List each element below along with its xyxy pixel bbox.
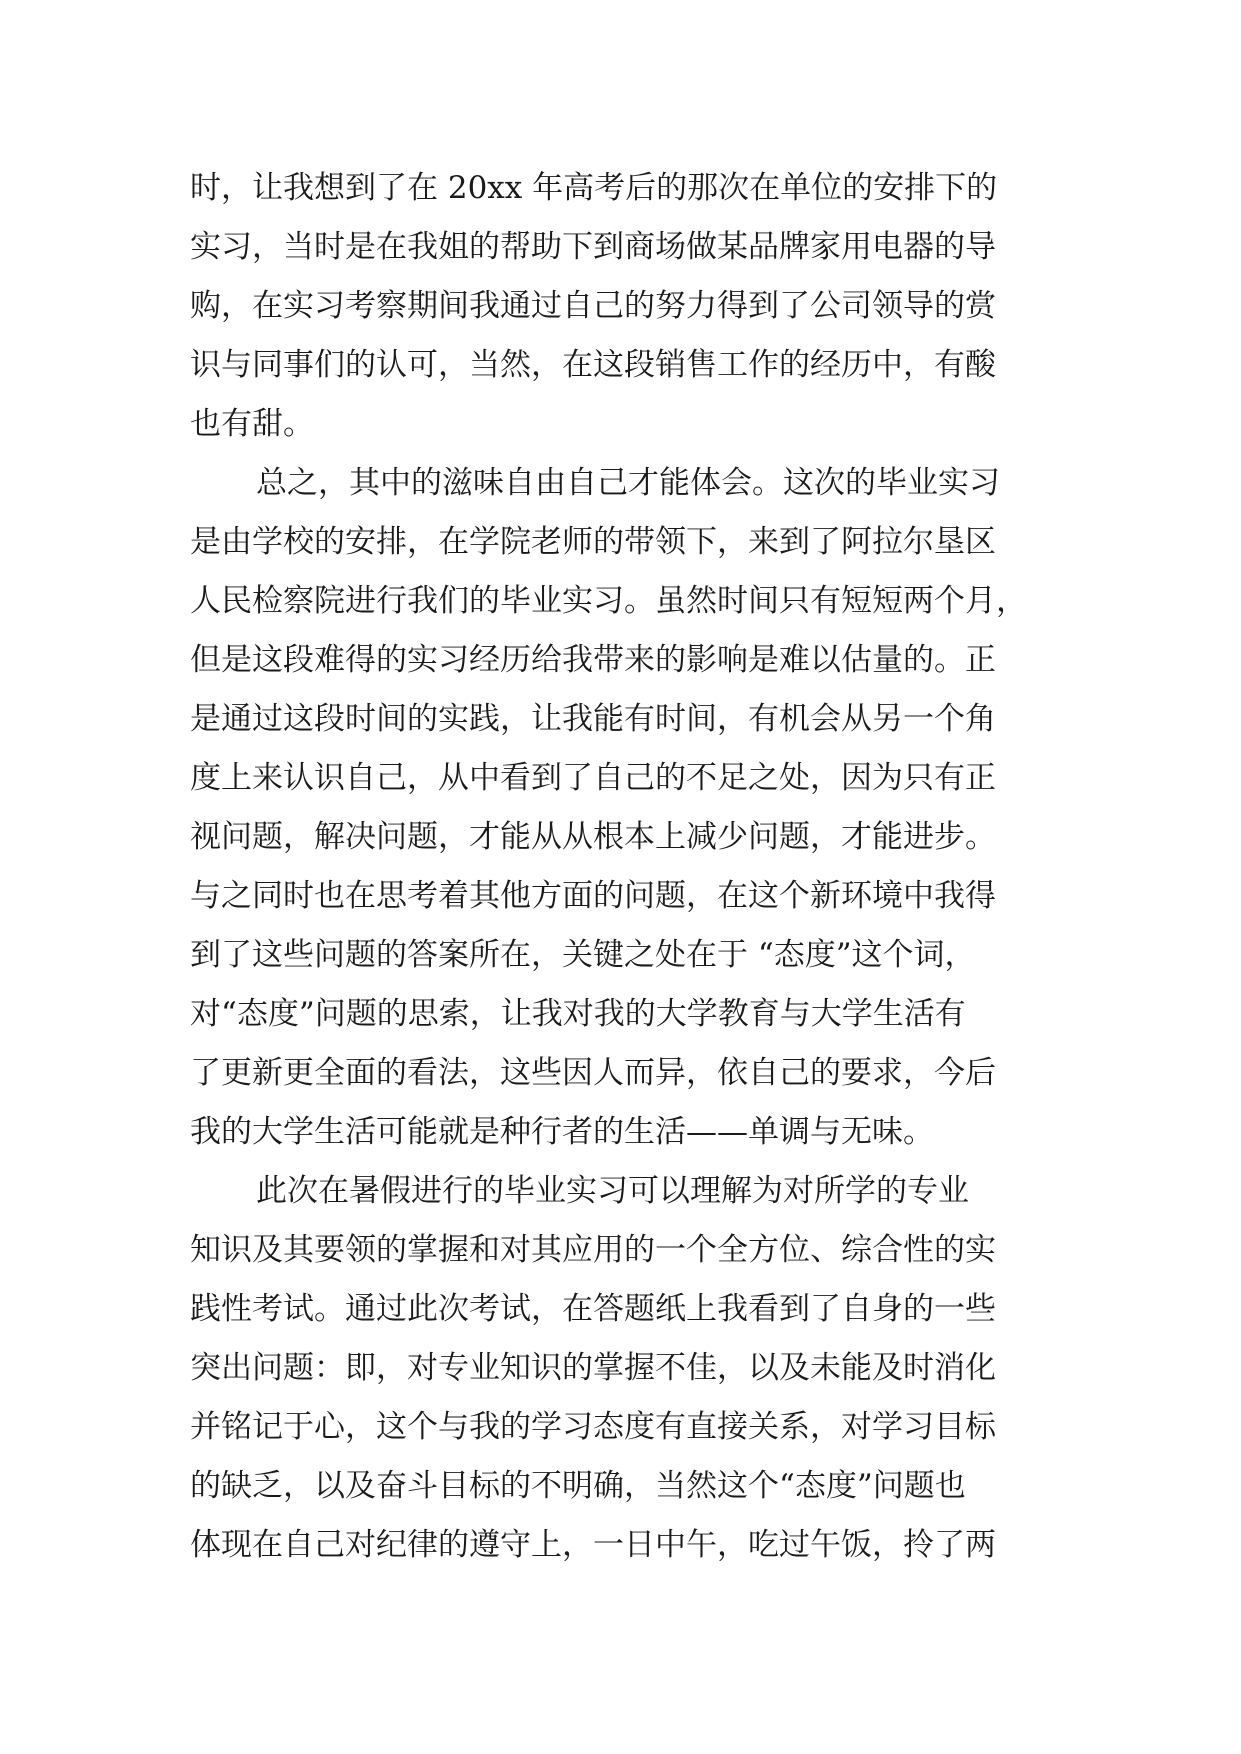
- text-line: 到了这些问题的答案所在，关键之处在于 “态度”这个词，: [190, 937, 976, 973]
- text-line: 此次在暑假进行的毕业实习可以理解为对所学的专业: [256, 1173, 969, 1209]
- text-line: 度上来认识自己，从中看到了自己的不足之处，因为只有正: [190, 760, 996, 796]
- text-line: 了更新更全面的看法，这些因人而异，依自己的要求，今后: [190, 1055, 996, 1091]
- text-line: 是通过这段时间的实践，让我能有时间，有机会从另一个角: [190, 701, 996, 737]
- text-line: 体现在自己对纪律的遵守上，一日中午，吃过午饭，拎了两: [190, 1527, 996, 1563]
- text-line: 人民检察院进行我们的毕业实习。虽然时间只有短短两个月，: [190, 583, 1027, 619]
- text-line: 但是这段难得的实习经历给我带来的影响是难以估量的。正: [190, 642, 996, 678]
- text-line: 我的大学生活可能就是种行者的生活——单调与无味。: [190, 1114, 934, 1150]
- text-line: 的缺乏，以及奋斗目标的不明确，当然这个“态度”问题也: [190, 1468, 966, 1504]
- text-line: 识与同事们的认可，当然，在这段销售工作的经历中，有酸: [190, 347, 996, 383]
- text-line: 总之，其中的滋味自由自己才能体会。这次的毕业实习: [256, 465, 1000, 501]
- text-line: 视问题，解决问题，才能从从根本上减少问题，才能进步。: [190, 819, 996, 855]
- text-line: 也有甜。: [190, 406, 314, 442]
- text-line: 实习，当时是在我姐的帮助下到商场做某品牌家用电器的导: [190, 229, 996, 265]
- text-line: 时，让我想到了在 20xx 年高考后的那次在单位的安排下的: [190, 170, 998, 206]
- text-line: 突出问题：即，对专业知识的掌握不佳，以及未能及时消化: [190, 1350, 996, 1386]
- text-line: 是由学校的安排，在学院老师的带领下，来到了阿拉尔垦区: [190, 524, 996, 560]
- text-line: 购，在实习考察期间我通过自己的努力得到了公司领导的赏: [190, 288, 996, 324]
- text-line: 对“态度”问题的思索，让我对我的大学教育与大学生活有: [190, 996, 966, 1032]
- text-line: 并铭记于心，这个与我的学习态度有直接关系，对学习目标: [190, 1409, 996, 1445]
- text-line: 践性考试。通过此次考试，在答题纸上我看到了自身的一些: [190, 1291, 996, 1327]
- text-line: 与之同时也在思考着其他方面的问题，在这个新环境中我得: [190, 878, 996, 914]
- text-line: 知识及其要领的掌握和对其应用的一个全方位、综合性的实: [190, 1232, 996, 1268]
- body-text: [190, 159, 1090, 1575]
